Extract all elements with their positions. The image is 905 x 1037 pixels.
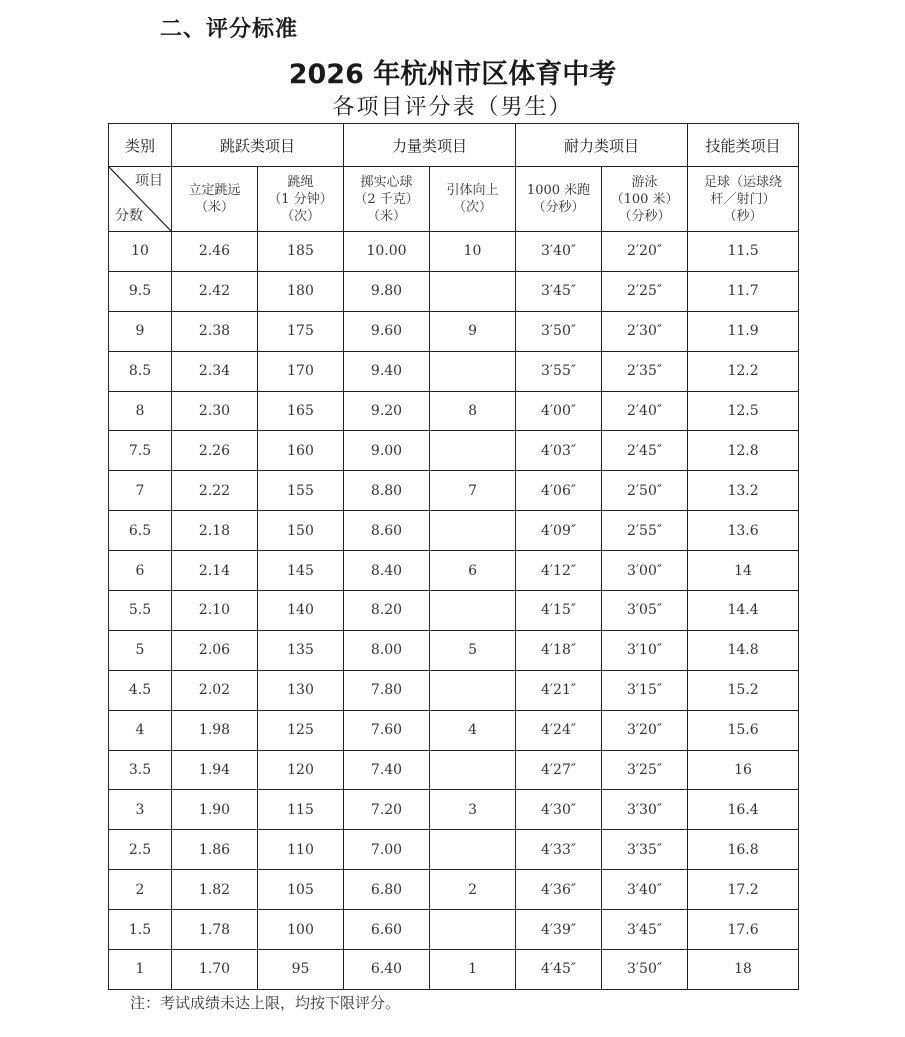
ball-cell: 9.80 xyxy=(344,271,430,311)
score-cell: 10 xyxy=(109,232,172,272)
pullup-cell xyxy=(430,670,516,710)
item-header-line: 游泳 xyxy=(631,174,658,190)
document-title: 2026 年杭州市区体育中考 xyxy=(288,59,617,90)
score-cell: 4.5 xyxy=(109,670,172,710)
run-cell: 4′09″ xyxy=(516,511,602,551)
table-row xyxy=(109,391,799,431)
item-header-line: （米） xyxy=(367,208,407,224)
football-cell: 13.6 xyxy=(688,511,799,551)
swim-cell: 2′30″ xyxy=(602,311,688,351)
pullup-cell: 6 xyxy=(430,551,516,591)
run-cell: 4′00″ xyxy=(516,391,602,431)
ball-cell: 7.20 xyxy=(344,790,430,830)
item-header-line: 掷实心球 xyxy=(360,174,413,190)
rope-cell: 110 xyxy=(258,830,344,870)
rope-cell: 180 xyxy=(258,271,344,311)
category-label-cell: 类别 xyxy=(109,124,172,167)
swim-cell: 2′35″ xyxy=(602,351,688,391)
long-jump-cell: 1.86 xyxy=(172,830,258,870)
swim-cell: 2′50″ xyxy=(602,471,688,511)
item-header-line: （1 分钟） xyxy=(268,191,333,207)
long-jump-cell: 1.82 xyxy=(172,870,258,910)
football-cell: 17.2 xyxy=(688,870,799,910)
football-cell: 15.6 xyxy=(688,710,799,750)
pullup-cell xyxy=(430,750,516,790)
rope-cell: 105 xyxy=(258,870,344,910)
ball-cell: 8.60 xyxy=(344,511,430,551)
rope-cell: 145 xyxy=(258,551,344,591)
long-jump-cell: 2.18 xyxy=(172,511,258,551)
rope-cell: 130 xyxy=(258,670,344,710)
pullup-cell xyxy=(430,910,516,950)
score-cell: 1.5 xyxy=(109,910,172,950)
score-cell: 1 xyxy=(109,950,172,990)
ball-cell: 9.40 xyxy=(344,351,430,391)
long-jump-cell: 2.02 xyxy=(172,670,258,710)
run-cell: 4′18″ xyxy=(516,630,602,670)
swim-cell: 3′05″ xyxy=(602,591,688,631)
table-row xyxy=(109,750,799,790)
table-row xyxy=(109,630,799,670)
score-cell: 2.5 xyxy=(109,830,172,870)
pullup-cell: 8 xyxy=(430,391,516,431)
swim-cell: 3′20″ xyxy=(602,710,688,750)
swim-cell: 3′10″ xyxy=(602,630,688,670)
item-header-line: 杆／射门） xyxy=(710,191,776,207)
item-header-football xyxy=(688,167,799,232)
ball-cell: 6.60 xyxy=(344,910,430,950)
ball-cell: 8.00 xyxy=(344,630,430,670)
rope-cell: 165 xyxy=(258,391,344,431)
item-header-line: （分秒） xyxy=(532,200,585,215)
run-cell: 4′06″ xyxy=(516,471,602,511)
table-row xyxy=(109,311,799,351)
rope-cell: 185 xyxy=(258,232,344,272)
table-row xyxy=(109,232,799,272)
rope-cell: 115 xyxy=(258,790,344,830)
long-jump-cell: 1.70 xyxy=(172,950,258,990)
long-jump-cell: 2.34 xyxy=(172,351,258,391)
football-cell: 16.8 xyxy=(688,830,799,870)
long-jump-cell: 2.06 xyxy=(172,630,258,670)
swim-cell: 3′00″ xyxy=(602,551,688,591)
long-jump-cell: 2.42 xyxy=(172,271,258,311)
item-header-medicine-ball xyxy=(344,167,430,232)
item-header-line: 跳绳 xyxy=(287,174,314,190)
football-cell: 11.9 xyxy=(688,311,799,351)
swim-cell: 3′15″ xyxy=(602,670,688,710)
category-skill: 技能类项目 xyxy=(688,124,799,167)
score-cell: 4 xyxy=(109,710,172,750)
run-cell: 4′03″ xyxy=(516,431,602,471)
long-jump-cell: 2.38 xyxy=(172,311,258,351)
pullup-cell xyxy=(430,351,516,391)
rope-cell: 95 xyxy=(258,950,344,990)
section-heading: 二、评分标准 xyxy=(160,17,299,42)
football-cell: 12.8 xyxy=(688,431,799,471)
swim-cell: 2′45″ xyxy=(602,431,688,471)
category-strength: 力量类项目 xyxy=(344,124,516,167)
long-jump-cell: 1.78 xyxy=(172,910,258,950)
rope-cell: 175 xyxy=(258,311,344,351)
swim-cell: 2′20″ xyxy=(602,232,688,272)
football-cell: 17.6 xyxy=(688,910,799,950)
swim-cell: 3′35″ xyxy=(602,830,688,870)
table-row xyxy=(109,591,799,631)
football-cell: 12.2 xyxy=(688,351,799,391)
rope-cell: 170 xyxy=(258,351,344,391)
score-cell: 2 xyxy=(109,870,172,910)
item-header-line: 1000 米跑 xyxy=(526,183,591,198)
ball-cell: 9.00 xyxy=(344,431,430,471)
score-cell: 5.5 xyxy=(109,591,172,631)
category-header-row xyxy=(109,124,799,167)
rope-cell: 150 xyxy=(258,511,344,551)
score-cell: 8 xyxy=(109,391,172,431)
category-jump: 跳跃类项目 xyxy=(172,124,344,167)
item-header-line: （次） xyxy=(453,200,493,215)
pullup-cell: 1 xyxy=(430,950,516,990)
long-jump-cell: 1.94 xyxy=(172,750,258,790)
rope-cell: 125 xyxy=(258,710,344,750)
table-row xyxy=(109,351,799,391)
ball-cell: 8.40 xyxy=(344,551,430,591)
item-header-long-jump xyxy=(172,167,258,232)
run-cell: 4′21″ xyxy=(516,670,602,710)
item-header-line: （100 米） xyxy=(610,191,679,207)
football-cell: 14.8 xyxy=(688,630,799,670)
item-header-rope-skipping xyxy=(258,167,344,232)
swim-cell: 3′50″ xyxy=(602,950,688,990)
long-jump-cell: 1.98 xyxy=(172,710,258,750)
pullup-cell xyxy=(430,271,516,311)
ball-cell: 9.60 xyxy=(344,311,430,351)
rope-cell: 160 xyxy=(258,431,344,471)
run-cell: 4′30″ xyxy=(516,790,602,830)
run-cell: 4′33″ xyxy=(516,830,602,870)
table-row xyxy=(109,830,799,870)
football-cell: 12.5 xyxy=(688,391,799,431)
run-cell: 4′24″ xyxy=(516,710,602,750)
ball-cell: 8.80 xyxy=(344,471,430,511)
ball-cell: 10.00 xyxy=(344,232,430,272)
long-jump-cell: 1.90 xyxy=(172,790,258,830)
table-row xyxy=(109,271,799,311)
score-cell: 9 xyxy=(109,311,172,351)
ball-cell: 8.20 xyxy=(344,591,430,631)
run-cell: 4′12″ xyxy=(516,551,602,591)
item-header-line: （次） xyxy=(281,208,321,224)
run-cell: 4′39″ xyxy=(516,910,602,950)
item-header-swimming xyxy=(602,167,688,232)
table-row xyxy=(109,870,799,910)
ball-cell: 9.20 xyxy=(344,391,430,431)
score-cell: 9.5 xyxy=(109,271,172,311)
swim-cell: 3′45″ xyxy=(602,910,688,950)
pullup-cell xyxy=(430,511,516,551)
rope-cell: 135 xyxy=(258,630,344,670)
run-cell: 4′15″ xyxy=(516,591,602,631)
swim-cell: 3′25″ xyxy=(602,750,688,790)
football-cell: 16.4 xyxy=(688,790,799,830)
pullup-cell: 4 xyxy=(430,710,516,750)
rope-cell: 100 xyxy=(258,910,344,950)
item-header-line: 立定跳远 xyxy=(188,183,241,198)
item-header-row xyxy=(109,167,799,232)
pullup-cell: 5 xyxy=(430,630,516,670)
pullup-cell xyxy=(430,591,516,631)
rope-cell: 155 xyxy=(258,471,344,511)
long-jump-cell: 2.26 xyxy=(172,431,258,471)
football-cell: 14 xyxy=(688,551,799,591)
ball-cell: 7.60 xyxy=(344,710,430,750)
score-cell: 5 xyxy=(109,630,172,670)
pullup-cell: 9 xyxy=(430,311,516,351)
long-jump-cell: 2.10 xyxy=(172,591,258,631)
run-cell: 4′27″ xyxy=(516,750,602,790)
item-header-line: （秒） xyxy=(723,208,763,224)
football-cell: 11.7 xyxy=(688,271,799,311)
item-header-line: 足球（运球绕 xyxy=(704,174,783,190)
rope-cell: 140 xyxy=(258,591,344,631)
long-jump-cell: 2.46 xyxy=(172,232,258,272)
football-cell: 18 xyxy=(688,950,799,990)
item-header-line: （米） xyxy=(194,200,234,215)
swim-cell: 2′55″ xyxy=(602,511,688,551)
table-body xyxy=(109,232,799,990)
swim-cell: 2′40″ xyxy=(602,391,688,431)
pullup-cell: 2 xyxy=(430,870,516,910)
category-endurance: 耐力类项目 xyxy=(516,124,688,167)
run-cell: 3′50″ xyxy=(516,311,602,351)
table-row xyxy=(109,910,799,950)
table-row xyxy=(109,710,799,750)
score-cell: 6 xyxy=(109,551,172,591)
long-jump-cell: 2.22 xyxy=(172,471,258,511)
pullup-cell xyxy=(430,830,516,870)
score-cell: 8.5 xyxy=(109,351,172,391)
football-cell: 16 xyxy=(688,750,799,790)
table-row xyxy=(109,511,799,551)
swim-cell: 3′40″ xyxy=(602,870,688,910)
ball-cell: 7.80 xyxy=(344,670,430,710)
score-cell: 3 xyxy=(109,790,172,830)
pullup-cell: 10 xyxy=(430,232,516,272)
run-cell: 3′55″ xyxy=(516,351,602,391)
football-cell: 11.5 xyxy=(688,232,799,272)
table-row xyxy=(109,551,799,591)
diag-item-label: 项目 xyxy=(135,173,163,189)
swim-cell: 2′25″ xyxy=(602,271,688,311)
item-header-line: （分秒） xyxy=(618,208,671,224)
diag-score-label: 分数 xyxy=(115,208,143,224)
long-jump-cell: 2.30 xyxy=(172,391,258,431)
football-cell: 14.4 xyxy=(688,591,799,631)
pullup-cell: 3 xyxy=(430,790,516,830)
pullup-cell xyxy=(430,431,516,471)
run-cell: 4′36″ xyxy=(516,870,602,910)
table-row xyxy=(109,790,799,830)
diagonal-header-cell xyxy=(109,167,172,232)
item-header-pullup xyxy=(430,167,516,232)
football-cell: 13.2 xyxy=(688,471,799,511)
table-row xyxy=(109,950,799,990)
long-jump-cell: 2.14 xyxy=(172,551,258,591)
run-cell: 3′40″ xyxy=(516,232,602,272)
item-header-line: （2 千克） xyxy=(354,191,419,207)
scoring-table xyxy=(108,123,799,990)
score-cell: 7.5 xyxy=(109,431,172,471)
run-cell: 3′45″ xyxy=(516,271,602,311)
swim-cell: 3′30″ xyxy=(602,790,688,830)
score-cell: 3.5 xyxy=(109,750,172,790)
ball-cell: 6.80 xyxy=(344,870,430,910)
item-header-line: 引体向上 xyxy=(446,183,499,198)
ball-cell: 6.40 xyxy=(344,950,430,990)
rope-cell: 120 xyxy=(258,750,344,790)
table-row xyxy=(109,670,799,710)
footnote: 注：考试成绩未达上限，均按下限评分。 xyxy=(130,994,401,1012)
ball-cell: 7.40 xyxy=(344,750,430,790)
pullup-cell: 7 xyxy=(430,471,516,511)
football-cell: 15.2 xyxy=(688,670,799,710)
ball-cell: 7.00 xyxy=(344,830,430,870)
table-row xyxy=(109,431,799,471)
run-cell: 4′45″ xyxy=(516,950,602,990)
table-row xyxy=(109,471,799,511)
score-cell: 6.5 xyxy=(109,511,172,551)
document-subtitle: 各项目评分表（男生） xyxy=(332,95,573,120)
score-cell: 7 xyxy=(109,471,172,511)
item-header-1000m-run xyxy=(516,167,602,232)
